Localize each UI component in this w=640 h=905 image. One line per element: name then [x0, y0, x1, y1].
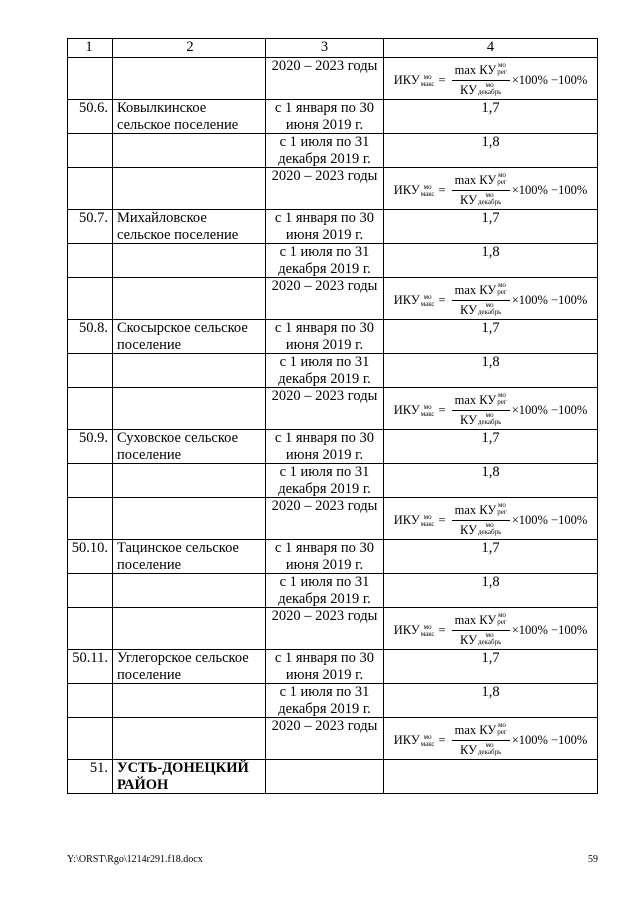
settlement-name: [113, 388, 266, 430]
row-number: [68, 498, 113, 540]
table-row: [68, 100, 598, 134]
formula-row: [68, 388, 598, 430]
row-number: 50.10.: [68, 540, 113, 574]
period-cell: с 1 января по 30 июня 2019 г.: [266, 100, 384, 134]
header-col-2: 2: [113, 39, 266, 58]
header-col-3: 3: [266, 39, 384, 58]
period-cell: с 1 января по 30 июня 2019 г.: [266, 320, 384, 354]
formula: ИКУ мо макс = max КУ мо рег КУ мо декабрь ×100% −100%: [393, 61, 588, 97]
row-number: 50.8.: [68, 320, 113, 354]
settlement-name: Михайловское сельское поселение: [113, 210, 266, 244]
period-cell: с 1 июля по 31 декабря 2019 г.: [266, 244, 384, 278]
formula-cell: [384, 718, 598, 760]
value-cell: 1,8: [384, 464, 598, 498]
settlement-name: Тацинское сельское поселение: [113, 540, 266, 574]
header-row: [68, 39, 598, 58]
formula-cell: [384, 278, 598, 320]
settlement-name: Углегорское сельское поселение: [113, 650, 266, 684]
value-cell: 1,8: [384, 684, 598, 718]
settlement-name: [113, 608, 266, 650]
period-cell: с 1 января по 30 июня 2019 г.: [266, 540, 384, 574]
period-cell: 2020 – 2023 годы: [266, 58, 384, 100]
period-cell: 2020 – 2023 годы: [266, 608, 384, 650]
settlement-name: [113, 244, 266, 278]
row-number: [68, 464, 113, 498]
table-row: [68, 210, 598, 244]
table-row: [68, 244, 598, 278]
period-cell: с 1 января по 30 июня 2019 г.: [266, 650, 384, 684]
period-cell: с 1 июля по 31 декабря 2019 г.: [266, 134, 384, 168]
value-cell: 1,7: [384, 650, 598, 684]
settlement-name: [113, 168, 266, 210]
formula-cell: [384, 168, 598, 210]
settlement-name: Ковылкинское сельское поселение: [113, 100, 266, 134]
formula: ИКУ мо макс = max КУ мо рег КУ мо декабрь ×100% −100%: [393, 281, 588, 317]
value-cell: 1,8: [384, 134, 598, 168]
settlement-name: [113, 134, 266, 168]
row-number: 50.7.: [68, 210, 113, 244]
table-row: [68, 540, 598, 574]
formula-cell: [384, 58, 598, 100]
period-cell: 2020 – 2023 годы: [266, 388, 384, 430]
formula-row: [68, 608, 598, 650]
value-cell: 1,8: [384, 574, 598, 608]
table-row: [68, 354, 598, 388]
settlement-name: [113, 718, 266, 760]
settlement-name: [113, 464, 266, 498]
formula: ИКУ мо макс = max КУ мо рег КУ мо декабрь ×100% −100%: [393, 501, 588, 537]
settlement-name: [113, 58, 266, 100]
table-row: [68, 574, 598, 608]
formula: ИКУ мо макс = max КУ мо рег КУ мо декабрь ×100% −100%: [393, 171, 588, 207]
footer-file-path: Y:\ORST\Rgo\1214r291.f18.docx: [67, 854, 203, 865]
period-cell: [266, 760, 384, 794]
settlement-name: Скосырское сельское поселение: [113, 320, 266, 354]
value-cell: 1,7: [384, 210, 598, 244]
header-col-1: 1: [68, 39, 113, 58]
settlement-name: [113, 498, 266, 540]
table-row: [68, 320, 598, 354]
row-number: 50.6.: [68, 100, 113, 134]
formula-cell: [384, 608, 598, 650]
row-number: [68, 388, 113, 430]
row-number: [68, 354, 113, 388]
formula-row: [68, 58, 598, 100]
row-number: [68, 608, 113, 650]
settlement-name: [113, 354, 266, 388]
settlement-name: [113, 684, 266, 718]
row-number: [68, 244, 113, 278]
period-cell: с 1 января по 30 июня 2019 г.: [266, 430, 384, 464]
formula-cell: [384, 498, 598, 540]
table-row: [68, 134, 598, 168]
row-number: 51.: [68, 760, 113, 794]
period-cell: 2020 – 2023 годы: [266, 498, 384, 540]
formula-row: [68, 498, 598, 540]
row-number: [68, 168, 113, 210]
row-number: [68, 134, 113, 168]
row-number: 50.9.: [68, 430, 113, 464]
period-cell: с 1 июля по 31 декабря 2019 г.: [266, 354, 384, 388]
period-cell: с 1 июля по 31 декабря 2019 г.: [266, 684, 384, 718]
formula-row: [68, 168, 598, 210]
row-number: [68, 684, 113, 718]
table-row: [68, 464, 598, 498]
row-number: [68, 718, 113, 760]
period-cell: с 1 января по 30 июня 2019 г.: [266, 210, 384, 244]
settlement-name: Суховское сельское поселение: [113, 430, 266, 464]
formula-row: [68, 278, 598, 320]
district-name: УСТЬ-ДОНЕЦКИЙ РАЙОН: [113, 760, 266, 794]
value-cell: [384, 760, 598, 794]
tariff-table: [67, 38, 598, 794]
value-cell: 1,8: [384, 244, 598, 278]
row-number: [68, 278, 113, 320]
row-number: 50.11.: [68, 650, 113, 684]
header-col-4: 4: [384, 39, 598, 58]
value-cell: 1,8: [384, 354, 598, 388]
settlement-name: [113, 278, 266, 320]
formula-cell: [384, 388, 598, 430]
table-row: [68, 760, 598, 794]
formula: ИКУ мо макс = max КУ мо рег КУ мо декабрь ×100% −100%: [393, 721, 588, 757]
period-cell: 2020 – 2023 годы: [266, 278, 384, 320]
settlement-name: [113, 574, 266, 608]
footer-page-number: 59: [588, 854, 598, 865]
row-number: [68, 574, 113, 608]
period-cell: с 1 июля по 31 декабря 2019 г.: [266, 574, 384, 608]
table-row: [68, 684, 598, 718]
row-number: [68, 58, 113, 100]
formula-row: [68, 718, 598, 760]
value-cell: 1,7: [384, 100, 598, 134]
value-cell: 1,7: [384, 430, 598, 464]
formula: ИКУ мо макс = max КУ мо рег КУ мо декабрь ×100% −100%: [393, 611, 588, 647]
period-cell: 2020 – 2023 годы: [266, 168, 384, 210]
table-row: [68, 650, 598, 684]
table-row: [68, 430, 598, 464]
period-cell: с 1 июля по 31 декабря 2019 г.: [266, 464, 384, 498]
value-cell: 1,7: [384, 540, 598, 574]
formula: ИКУ мо макс = max КУ мо рег КУ мо декабрь ×100% −100%: [393, 391, 588, 427]
value-cell: 1,7: [384, 320, 598, 354]
period-cell: 2020 – 2023 годы: [266, 718, 384, 760]
